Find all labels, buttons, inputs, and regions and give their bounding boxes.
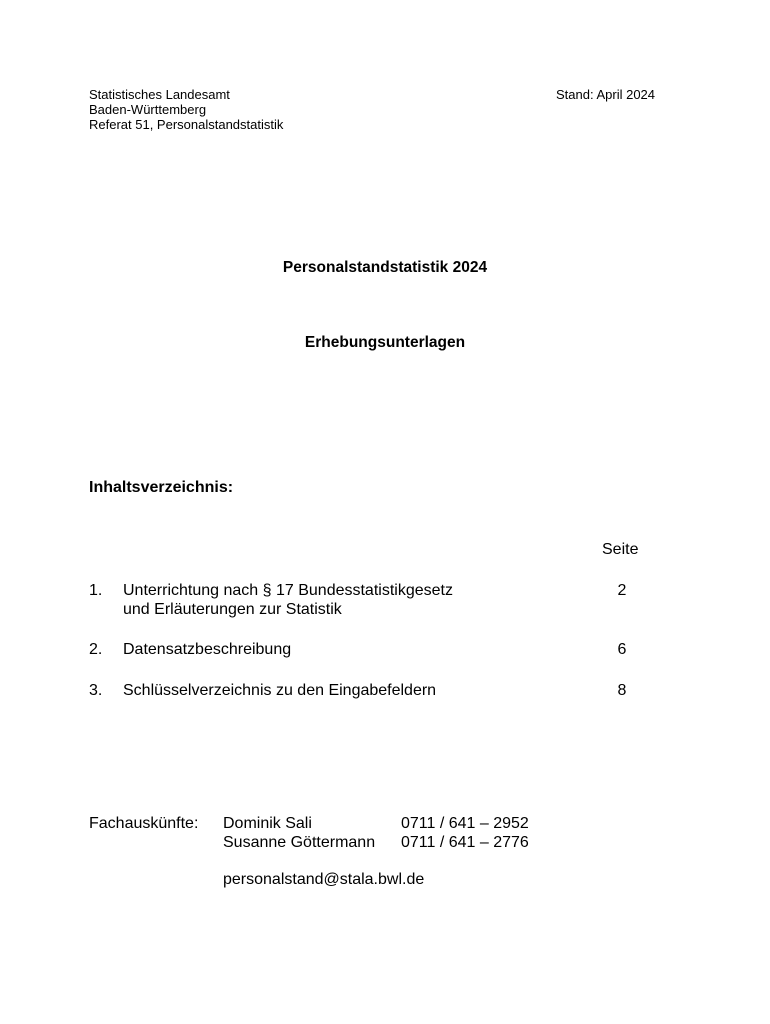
contact-email[interactable]: personalstand@stala.bwl.de bbox=[223, 871, 425, 888]
contact-name: Dominik Sali bbox=[223, 815, 312, 832]
toc-entry-number: 2. bbox=[89, 641, 103, 658]
toc-entry-page: 2 bbox=[617, 582, 627, 599]
toc-entry-label bbox=[123, 581, 453, 619]
sender-block bbox=[89, 87, 283, 132]
document-subtitle: Erhebungsunterlagen bbox=[304, 334, 466, 351]
toc-entry-page: 6 bbox=[617, 641, 627, 658]
sender-line: Referat 51, Personalstandstatistik bbox=[89, 117, 284, 132]
toc-entry-number: 3. bbox=[89, 682, 103, 699]
document-title: Personalstandstatistik 2024 bbox=[282, 259, 488, 276]
stand-date: Stand: April 2024 bbox=[556, 87, 656, 102]
toc-heading: Inhaltsverzeichnis: bbox=[89, 479, 234, 496]
toc-entry-line: und Erläuterungen zur Statistik bbox=[123, 601, 342, 618]
contact-name: Susanne Göttermann bbox=[223, 834, 376, 851]
contact-label: Fachauskünfte: bbox=[89, 815, 199, 832]
sender-line: Statistisches Landesamt bbox=[89, 87, 230, 102]
toc-entry-label: Datensatzbeschreibung bbox=[123, 641, 292, 658]
toc-page-column-label: Seite bbox=[602, 541, 639, 558]
contact-phone: 0711 / 641 – 2776 bbox=[401, 834, 529, 851]
sender-line: Baden-Württemberg bbox=[89, 102, 207, 117]
toc-entry-label: Schlüsselverzeichnis zu den Eingabefeldern bbox=[123, 682, 437, 699]
toc-entry-number: 1. bbox=[89, 582, 103, 599]
contact-phone: 0711 / 641 – 2952 bbox=[401, 815, 529, 832]
toc-entry-line: Unterrichtung nach § 17 Bundesstatistikgesetz bbox=[123, 582, 453, 599]
toc-entry-page: 8 bbox=[617, 682, 627, 699]
